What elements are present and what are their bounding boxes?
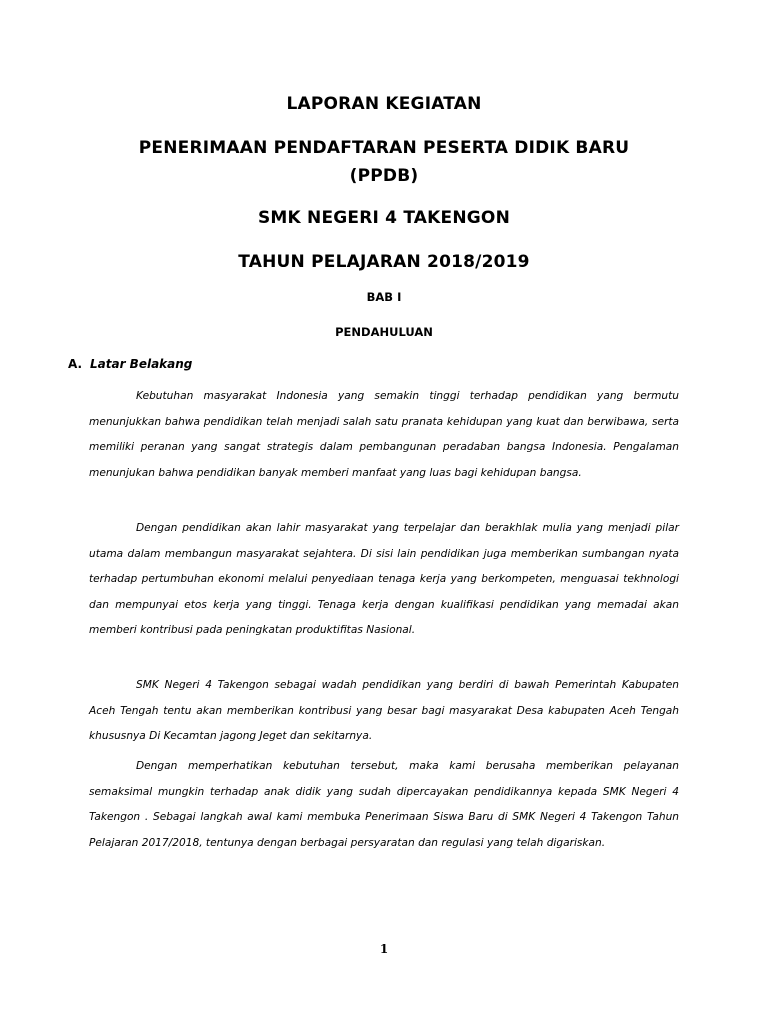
chapter-title: PENDAHULUAN	[335, 325, 433, 339]
report-title: LAPORAN KEGIATAN	[286, 94, 482, 114]
paragraph: Dengan memperhatikan kebutuhan tersebut, maka kami berusaha memberikan pelayanan semaksimal mungkin terhadap anak didik yang sudah dipercayakan pendidikannya kepada SMK Negeri 4 Takengon . Sebagai langkah awal kami membuka Penerimaan Siswa Baru di SMK Negeri 4 Takengon Tahun Pelajaran 2017/2018, tentunya dengan berbagai persyaratan dan regulasi yang telah digariskan.	[89, 760, 679, 849]
section-title: Latar Belakang	[90, 357, 193, 371]
report-subtitle: PENERIMAAN PENDAFTARAN PESERTA DIDIK BARU	[138, 138, 630, 158]
paragraph: Kebutuhan masyarakat Indonesia yang semakin tinggi terhadap pendidikan yang bermutu menunjukkan bahwa pendidikan telah menjadi salah satu pranata kehidupan yang kuat dan berwibawa, serta memiliki peranan yang sangat strategis dalam pembangunan peradaban bangsa Indonesia. Pengalaman menunjukan bahwa pendidikan banyak memberi manfaat yang luas bagi kehidupan bangsa.	[89, 390, 679, 479]
school-name: SMK NEGERI 4 TAKENGON	[257, 208, 511, 228]
section-number: A.	[68, 357, 83, 371]
chapter-label: BAB I	[366, 290, 402, 304]
section-heading	[68, 357, 192, 371]
academic-year: TAHUN PELAJARAN 2018/2019	[238, 252, 530, 272]
report-subtitle-abbrev: (PPDB)	[349, 166, 419, 186]
paragraph: SMK Negeri 4 Takengon sebagai wadah pendidikan yang berdiri di bawah Pemerintah Kabupaten Aceh Tengah tentu akan memberikan kontribusi yang besar bagi masyarakat Desa kabupaten Aceh Tengah khususnya Di Kecamtan jagong Jeget dan sekitarnya.	[89, 679, 679, 742]
paragraph: Dengan pendidikan akan lahir masyarakat yang terpelajar dan berakhlak mulia yang menjadi pilar utama dalam membangun masyarakat sejahtera. Di sisi lain pendidikan juga memberikan sumbangan nyata terhadap pertumbuhan ekonomi melalui penyediaan tenaga kerja yang berkompeten, menguasai tekhnologi dan mempunyai etos kerja yang tinggi. Tenaga kerja dengan kualifikasi pendidikan yang memadai akan memberi kontribusi pada peningkatan produktifitas Nasional.	[89, 522, 679, 636]
page-number: 1	[379, 942, 389, 956]
